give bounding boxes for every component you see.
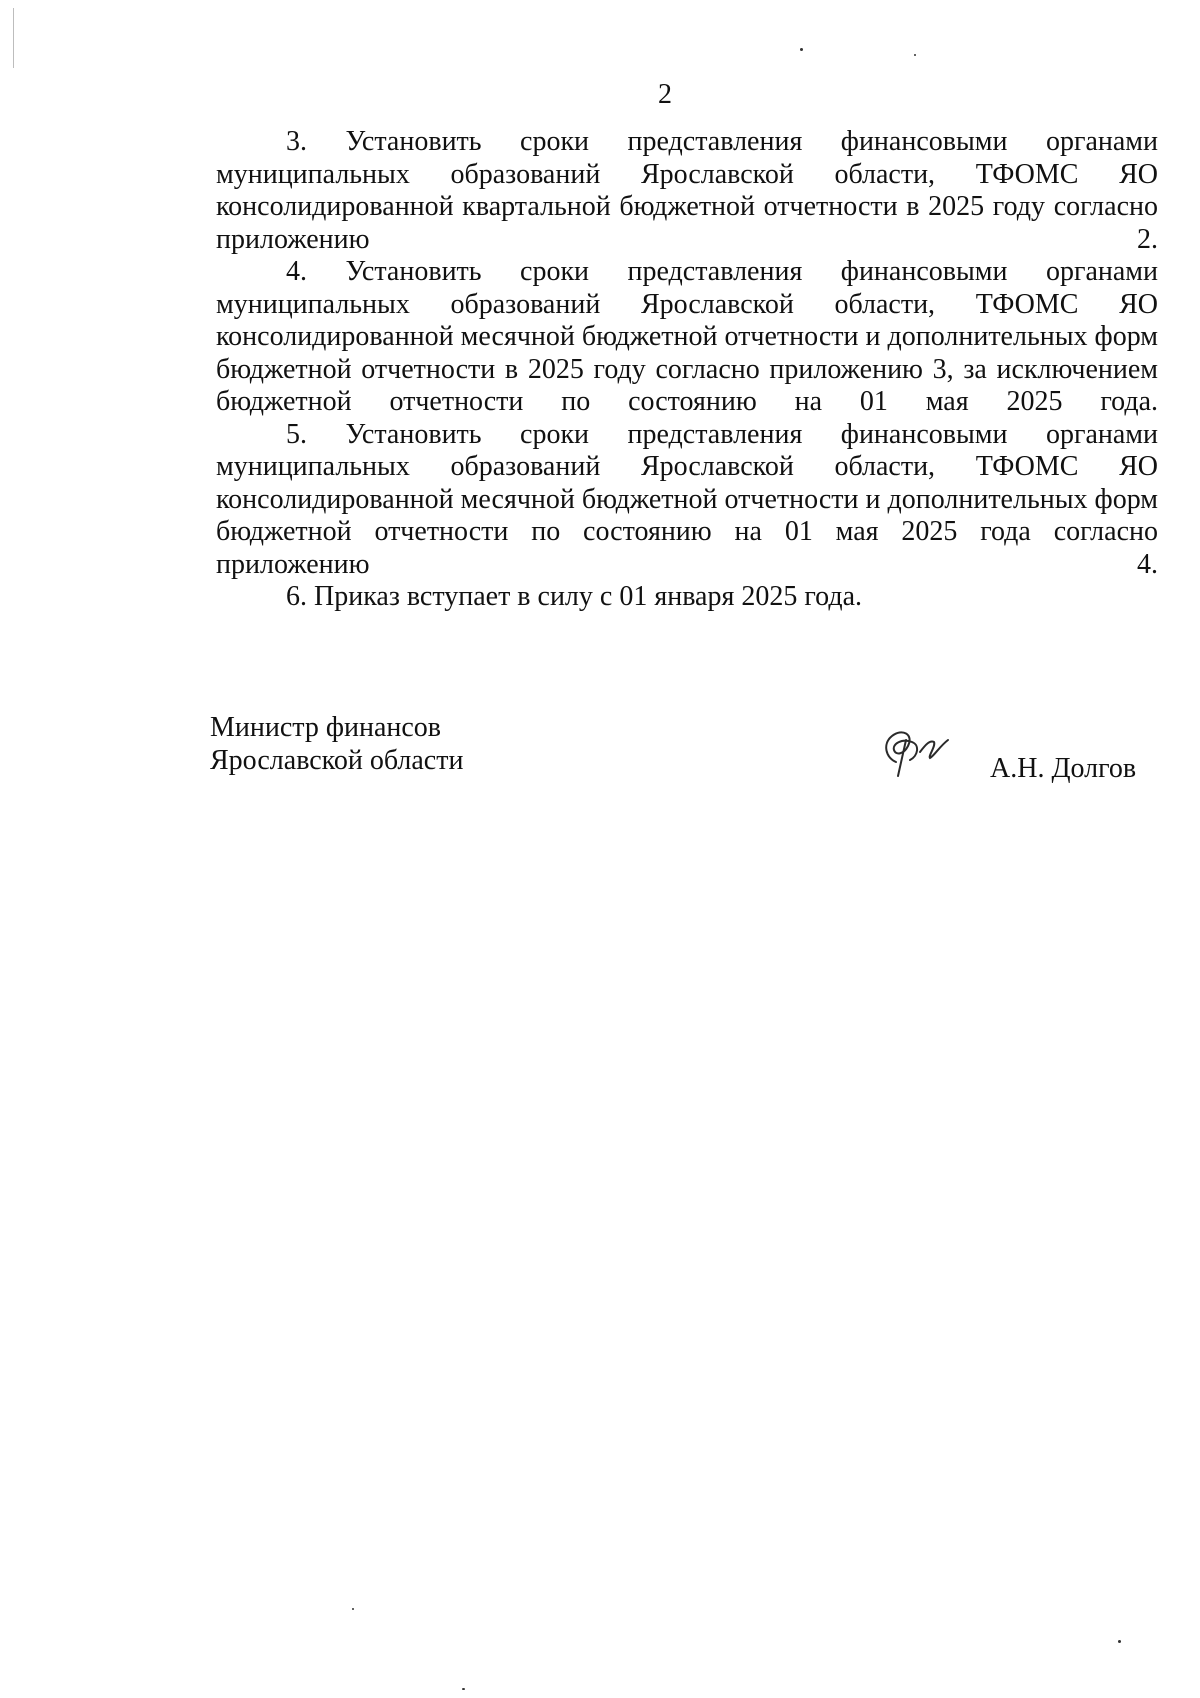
scan-speck [352,1608,354,1610]
scan-edge-mark [13,8,14,68]
signer-name: А.Н. Долгов [990,753,1137,784]
scan-speck [914,54,916,56]
body-text [216,126,1158,614]
paragraph-4: 4. Установить сроки представления финансовыми органами муниципальных образований Ярославской области, ТФОМС ЯО консолидированной месячной бюджетной отчетности и дополнительных форм бюджетной отчетности в 2025 году согласно приложению 3, за исключением бюджетной отчетности по состоянию на 01 мая 2025 года. [216,256,1158,417]
scan-speck [462,1688,465,1690]
paragraph-6: 6. Приказ вступает в силу с 01 января 2025 года. [286,581,863,612]
signer-title-line-2: Ярославской области [210,744,464,776]
scan-speck [800,48,803,51]
handwritten-signature [868,722,958,782]
signer-title-line-1: Министр финансов [210,712,442,743]
paragraph-5: 5. Установить сроки представления финансовыми органами муниципальных образований Ярославской области, ТФОМС ЯО консолидированной месячной бюджетной отчетности и дополнительных форм бюджетной отчетности по состоянию на 01 мая 2025 года согласно приложению 4. [216,418,1158,580]
signer-title [210,712,463,777]
paragraph-3: 3. Установить сроки представления финансовыми органами муниципальных образований Ярославской области, ТФОМС ЯО консолидированной квартальной бюджетной отчетности в 2025 году согласно приложению 2. [216,126,1158,255]
page-number: 2 [658,79,672,110]
scan-speck [1118,1640,1121,1643]
